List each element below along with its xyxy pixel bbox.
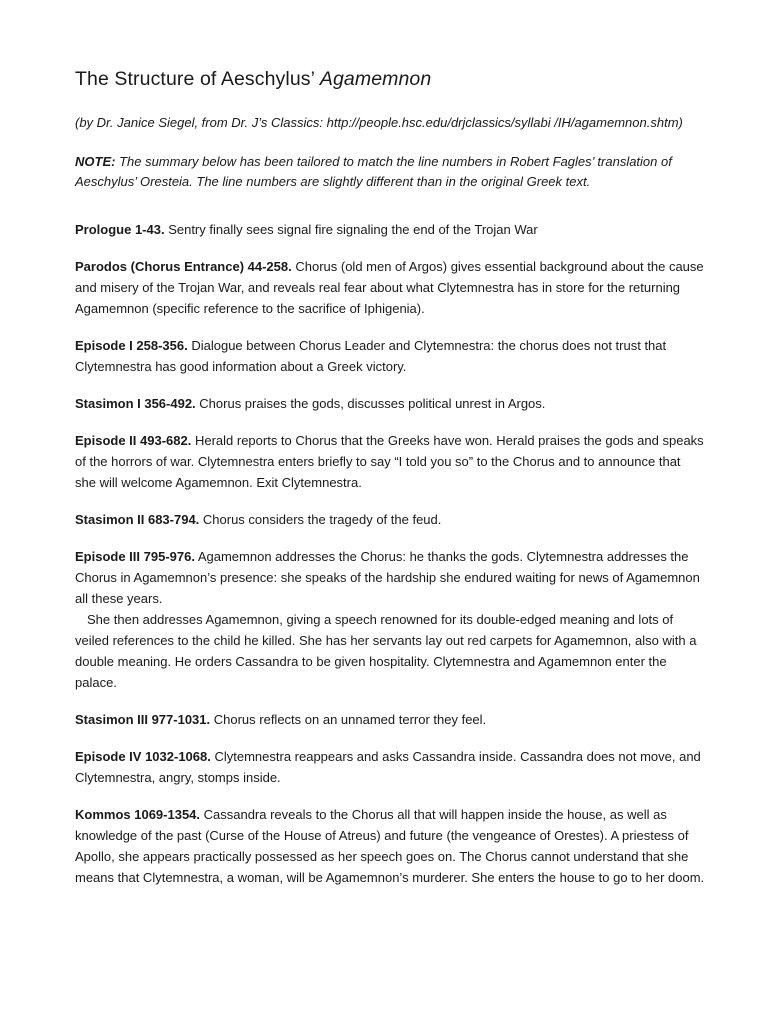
section-kommos bbox=[75, 804, 705, 888]
document-page bbox=[75, 68, 705, 904]
section-label: Episode III 795-976. bbox=[75, 549, 195, 564]
section-text: Dialogue between Chorus Leader and Clytemnestra: the chorus does not trust that Clytemnestra has good information about a Greek victory. bbox=[75, 338, 667, 374]
section-label: Episode I 258-356. bbox=[75, 338, 188, 353]
section-prologue bbox=[75, 219, 705, 240]
note-text: The summary below has been tailored to match the line numbers in Robert Fagles’ translation of Aeschylus’ Oresteia. The line numbers are slightly different than in the original Greek text. bbox=[75, 154, 672, 189]
section-text: Chorus reflects on an unnamed terror they feel. bbox=[210, 712, 487, 727]
section-text: Cassandra reveals to the Chorus all that will happen inside the house, as well as knowledge of the past (Curse of the House of Atreus) and future (the vengeance of Orestes). A priestess of Apollo, she appears practically possessed as her speech goes on. The Chorus cannot understand that she means that Clytemnestra, a woman, will be Agamemnon’s murderer. She enters the house to go to her doom. bbox=[75, 807, 705, 885]
page-title bbox=[75, 68, 705, 91]
section-text: Herald reports to Chorus that the Greeks have won. Herald praises the gods and speaks of the horrors of war. Clytemnestra enters briefly to say “I told you so” to the Chorus and to announce that she will welcome Agamemnon. Exit Clytemnestra. bbox=[75, 433, 704, 490]
section-label: Episode II 493-682. bbox=[75, 433, 192, 448]
section-episode-2 bbox=[75, 430, 705, 493]
section-continuation: She then addresses Agamemnon, giving a speech renowned for its double-edged meaning and lots of veiled references to the child he killed. She has her servants lay out red carpets for Agamemnon, also with a double meaning. He orders Cassandra to be given hospitality. Clytemnestra and Agamemnon enter the palace. bbox=[75, 612, 697, 690]
section-label: Stasimon I 356-492. bbox=[75, 396, 196, 411]
title-play-name: Agamemnon bbox=[319, 68, 432, 90]
section-label: Parodos (Chorus Entrance) 44-258. bbox=[75, 259, 292, 274]
section-stasimon-1 bbox=[75, 393, 705, 414]
section-episode-4 bbox=[75, 746, 705, 788]
section-episode-1 bbox=[75, 335, 705, 377]
title-plain: The Structure of Aeschylus’ bbox=[75, 68, 320, 90]
section-stasimon-3 bbox=[75, 709, 705, 730]
section-label: Kommos 1069-1354. bbox=[75, 807, 201, 822]
section-episode-3 bbox=[75, 546, 705, 693]
section-text: Chorus (old men of Argos) gives essential background about the cause and misery of the Trojan War, and reveals real fear about what Clytemnestra has in store for the returning Agamemnon (specific reference to the sacrifice of Iphigenia). bbox=[75, 259, 704, 316]
section-label: Stasimon II 683-794. bbox=[75, 512, 200, 527]
section-stasimon-2 bbox=[75, 509, 705, 530]
section-label: Prologue 1-43. bbox=[75, 222, 165, 237]
section-label: Episode IV 1032-1068. bbox=[75, 749, 211, 764]
section-label: Stasimon III 977-1031. bbox=[75, 712, 211, 727]
section-text: Agamemnon addresses the Chorus: he thanks the gods. Clytemnestra addresses the Chorus in Agamemnon’s presence: she speaks of the hardship she endured waiting for news of Agamemnon all these years. bbox=[75, 549, 700, 606]
section-text: Sentry finally sees signal fire signaling the end of the Trojan War bbox=[164, 222, 538, 237]
section-text: Chorus praises the gods, discusses political unrest in Argos. bbox=[195, 396, 546, 411]
byline: (by Dr. Janice Siegel, from Dr. J’s Classics: http://people.hsc.edu/drjclassics/syllabi /IH/agamemnon.shtm) bbox=[75, 115, 683, 130]
section-parodos bbox=[75, 256, 705, 319]
note bbox=[75, 152, 705, 192]
section-text: Chorus considers the tragedy of the feud. bbox=[199, 512, 442, 527]
note-label: NOTE: bbox=[75, 154, 116, 169]
section-text: Clytemnestra reappears and asks Cassandra inside. Cassandra does not move, and Clytemnestra, angry, stomps inside. bbox=[75, 749, 701, 785]
